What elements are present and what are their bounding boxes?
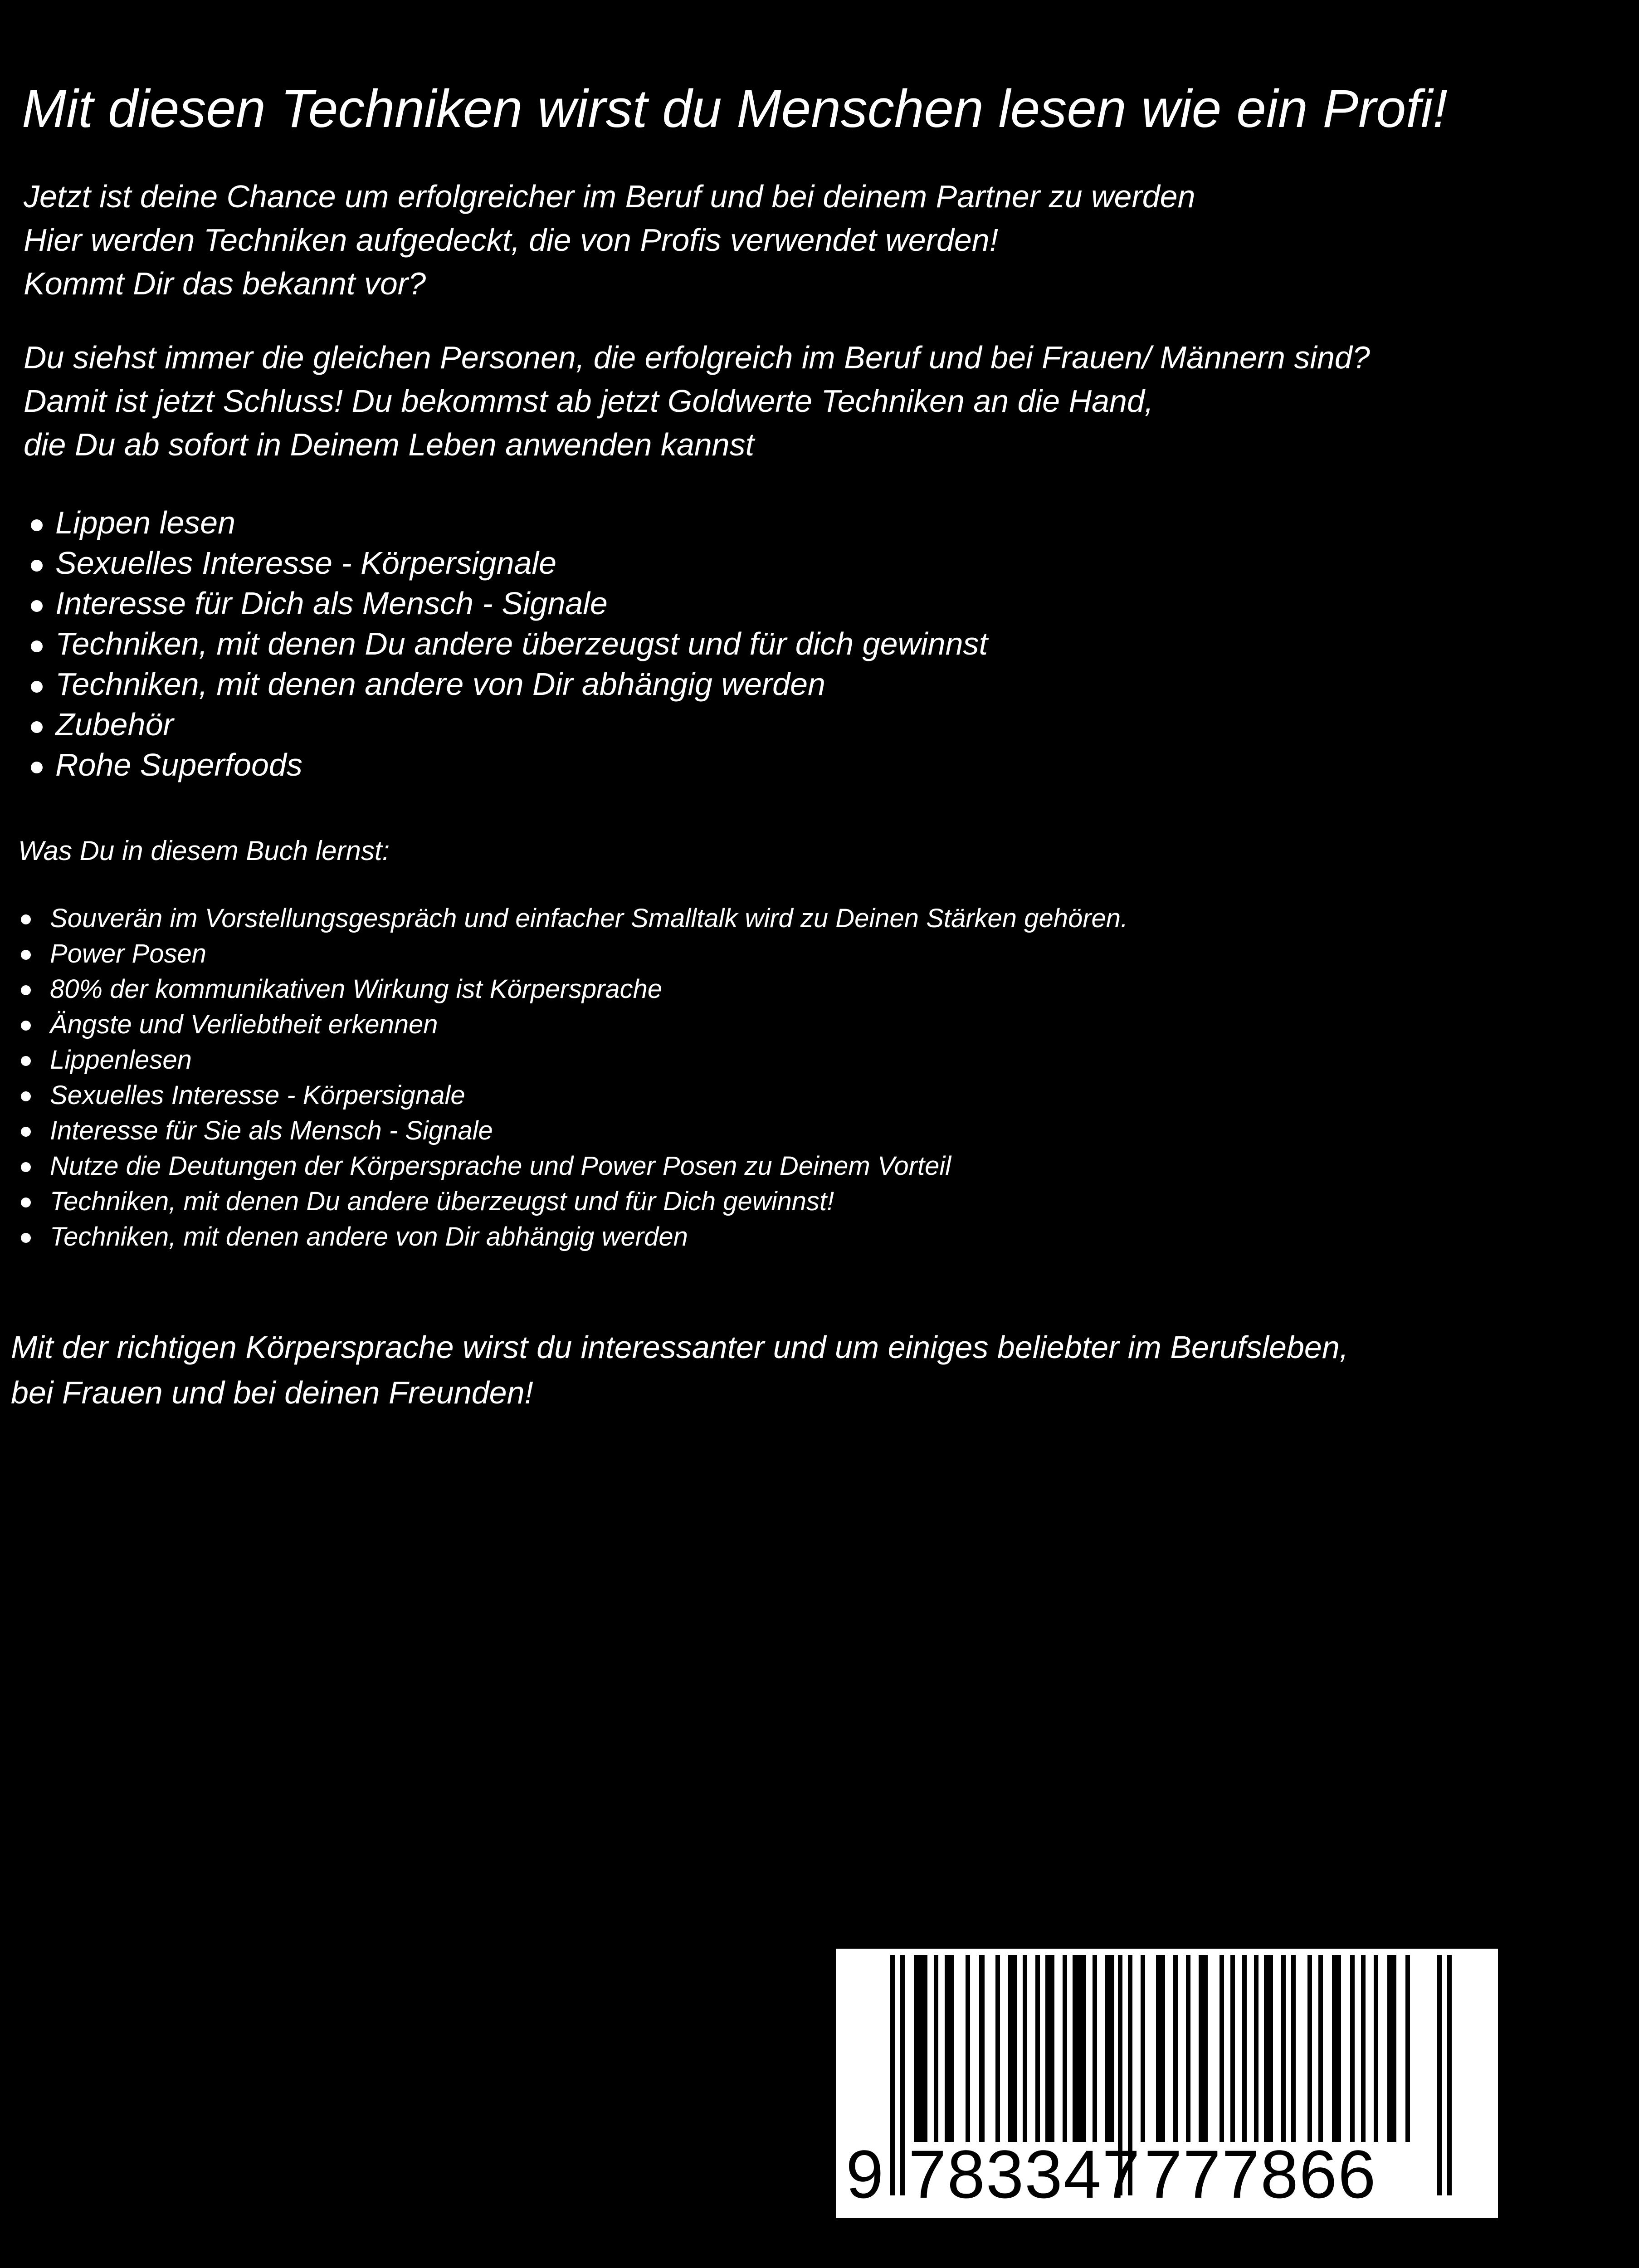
pitch-line: Du siehst immer die gleichen Personen, die erfolgreich im Beruf und bei Frauen/ Männern sind? [24,340,1370,375]
closing-line: bei Frauen und bei deinen Freunden! [11,1375,533,1410]
learn-item: Nutze die Deutungen der Körpersprache und Power Posen zu Deinem Vorteil [18,1149,1128,1184]
learn-item: Ängste und Verliebtheit erkennen [18,1007,1128,1042]
intro-line: Hier werden Techniken aufgedeckt, die von Profis verwendet werden! [24,222,999,258]
topic-item: Lippen lesen [27,503,988,543]
topic-item: Interesse für Dich als Mensch - Signale [27,583,988,624]
pitch-line: die Du ab sofort in Deinem Leben anwenden kannst [24,427,755,462]
learn-item: Power Posen [18,936,1128,972]
topic-item: Rohe Superfoods [27,745,988,785]
headline: Mit diesen Techniken wirst du Menschen lesen wie ein Profi! [22,79,1448,139]
barcode-lead-digit: 9 [846,2136,885,2212]
learn-item: Interesse für Sie als Mensch - Signale [18,1113,1128,1149]
topics-list [27,503,988,785]
closing-line: Mit der richtigen Körpersprache wirst du interessanter und um einiges beliebter im Berufsleben, [11,1330,1349,1365]
topic-item: Techniken, mit denen andere von Dir abhängig werden [27,664,988,704]
barcode-left-digits: 783347 [908,2136,1141,2212]
pitch-line: Damit ist jetzt Schluss! Du bekommst ab jetzt Goldwerte Techniken an die Hand, [24,383,1154,419]
learn-item: 80% der kommunikativen Wirkung ist Körpersprache [18,972,1128,1007]
pitch-paragraph [24,336,1370,466]
barcode-right-digits: 777866 [1144,2136,1377,2212]
isbn-barcode [836,1949,1498,2218]
learn-item: Techniken, mit denen Du andere überzeugst und für Dich gewinnst! [18,1184,1128,1219]
learn-list [18,901,1128,1255]
closing-paragraph [11,1325,1348,1415]
intro-paragraph [24,175,1195,305]
learn-heading: Was Du in diesem Buch lernst: [18,836,390,866]
learn-item: Souverän im Vorstellungsgespräch und einfacher Smalltalk wird zu Deinen Stärken gehören. [18,901,1128,936]
topic-item: Zubehör [27,704,988,745]
learn-item: Sexuelles Interesse - Körpersignale [18,1078,1128,1113]
intro-line: Jetzt ist deine Chance um erfolgreicher im Beruf und bei deinem Partner zu werden [24,179,1195,214]
intro-line: Kommt Dir das bekannt vor? [24,266,426,301]
topic-item: Sexuelles Interesse - Körpersignale [27,543,988,583]
learn-item: Lippenlesen [18,1042,1128,1078]
topic-item: Techniken, mit denen Du andere überzeugst und für dich gewinnst [27,624,988,664]
learn-item: Techniken, mit denen andere von Dir abhängig werden [18,1219,1128,1255]
